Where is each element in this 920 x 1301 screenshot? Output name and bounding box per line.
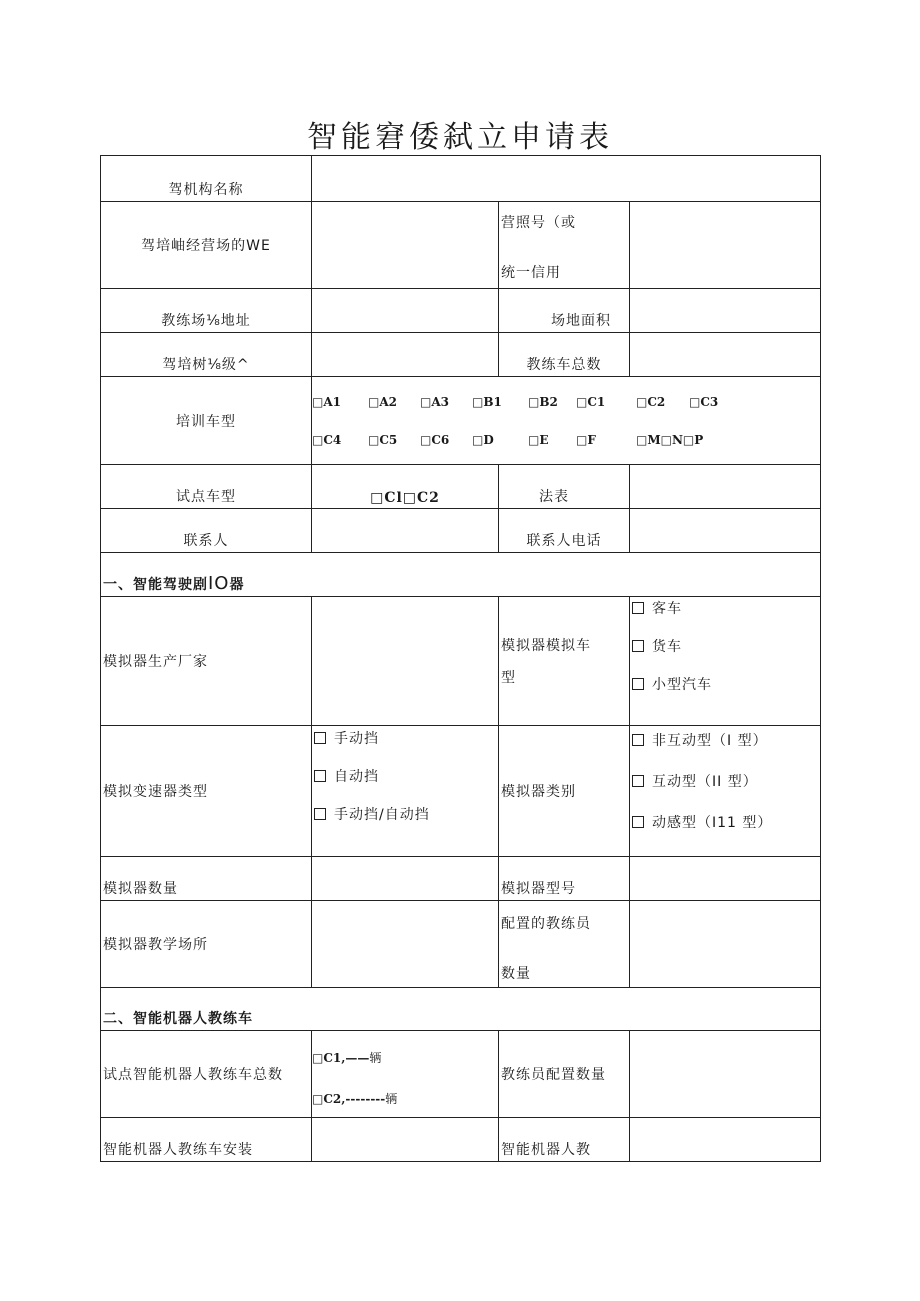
option-label: 非互动型（I 型） <box>652 733 768 749</box>
checkbox-option[interactable] <box>314 804 498 824</box>
checkbox-icon[interactable] <box>314 732 326 744</box>
legal-rep-field[interactable] <box>630 465 821 509</box>
pilot-c1-blank[interactable]: —— <box>345 1051 370 1065</box>
row-pilot-total <box>101 1031 821 1118</box>
manufacturer-label: 模拟器生产厂家 <box>101 597 312 726</box>
row-training-types <box>101 377 821 465</box>
checkbox-icon[interactable] <box>632 734 644 746</box>
install-field[interactable] <box>312 1118 499 1162</box>
training-types-label: 培训车型 <box>101 377 312 465</box>
row-school-level <box>101 333 821 377</box>
row-school-address <box>101 202 821 289</box>
option-label: 手动挡 <box>334 731 379 747</box>
robot-field[interactable] <box>630 1118 821 1162</box>
row-contact <box>101 509 821 553</box>
application-form-table <box>100 155 821 1162</box>
pilot-c1-entry[interactable] <box>312 1049 498 1066</box>
license-label <box>499 202 630 289</box>
option-label: 货车 <box>652 639 682 655</box>
section2-heading-row <box>101 988 821 1031</box>
pilot-types-value[interactable]: □Cl□C2 <box>312 465 499 509</box>
row-manufacturer <box>101 597 821 726</box>
transmission-label: 模拟变速器类型 <box>101 726 312 857</box>
contact-phone-field[interactable] <box>630 509 821 553</box>
checkbox-option[interactable] <box>632 636 820 656</box>
row-org-name <box>101 156 821 202</box>
vehicle-option[interactable]: □A1 <box>312 394 341 409</box>
pilot-c2-blank[interactable]: -------- <box>345 1092 386 1106</box>
sim-vehicle-label-line2: 型 <box>501 670 516 686</box>
sim-site-field[interactable] <box>312 901 499 988</box>
pilot-c1-label: □C1, <box>312 1051 346 1065</box>
vehicle-option[interactable]: □M□N□P <box>636 432 704 447</box>
page-title: 智能窘倭弑立申请表 <box>307 120 613 155</box>
instructors-field[interactable] <box>630 901 821 988</box>
checkbox-option[interactable] <box>632 730 820 750</box>
contact-field[interactable] <box>312 509 499 553</box>
vehicle-types-grid <box>312 395 820 447</box>
section1-heading-big: IO <box>208 573 230 594</box>
option-label: 客车 <box>652 601 682 617</box>
option-label: 互动型（II 型） <box>652 774 758 790</box>
row-transmission <box>101 726 821 857</box>
row-pilot-types <box>101 465 821 509</box>
section2-heading: 二、智能机器人教练车 <box>101 988 821 1031</box>
vehicle-option[interactable]: □C2 <box>636 394 666 409</box>
vehicle-option[interactable]: □B1 <box>472 394 502 409</box>
contact-label: 联系人 <box>101 509 312 553</box>
checkbox-icon[interactable] <box>632 775 644 787</box>
vehicle-option[interactable]: □C3 <box>689 394 719 409</box>
license-label-line2: 统一信用 <box>501 265 561 281</box>
sim-site-label: 模拟器教学场所 <box>101 901 312 988</box>
sim-model-label: 模拟器型号 <box>499 857 630 901</box>
checkbox-option[interactable] <box>632 812 820 832</box>
training-address-label: 教练场⅛地址 <box>101 289 312 333</box>
transmission-options <box>312 726 499 857</box>
school-address-label: 驾培岫经营场的WE <box>101 202 312 289</box>
sim-vehicle-label <box>499 597 630 726</box>
school-level-field[interactable] <box>312 333 499 377</box>
vehicle-option[interactable]: □C5 <box>368 432 398 447</box>
checkbox-icon[interactable] <box>314 770 326 782</box>
vehicle-option[interactable]: □D <box>472 432 494 447</box>
instructor-count-label: 教练员配置数量 <box>499 1031 630 1118</box>
contact-phone-label: 联系人电话 <box>499 509 630 553</box>
pilot-c2-unit: 辆 <box>385 1092 399 1106</box>
org-name-label: 驾机构名称 <box>101 156 312 202</box>
vehicle-option[interactable]: □F <box>576 432 596 447</box>
pilot-counts <box>312 1031 499 1118</box>
pilot-c2-label: □C2, <box>312 1092 346 1106</box>
row-sim-count <box>101 857 821 901</box>
site-area-field[interactable] <box>630 289 821 333</box>
vehicle-option[interactable]: □C1 <box>576 394 606 409</box>
row-training-address <box>101 289 821 333</box>
legal-rep-label: 法表 <box>499 465 630 509</box>
sim-count-label: 模拟器数量 <box>101 857 312 901</box>
school-level-label: 驾培树⅛级^ <box>101 333 312 377</box>
checkbox-icon[interactable] <box>314 808 326 820</box>
section1-heading-tail: 器 <box>229 577 245 593</box>
checkbox-icon[interactable] <box>632 678 644 690</box>
instructors-label-line1: 配置的教练员 <box>501 916 591 932</box>
checkbox-icon[interactable] <box>632 602 644 614</box>
school-address-field[interactable] <box>312 202 499 289</box>
row-sim-site <box>101 901 821 988</box>
section1-heading-row <box>101 553 821 597</box>
vehicle-option[interactable]: □C6 <box>420 432 450 447</box>
vehicle-option[interactable]: □A3 <box>420 394 449 409</box>
robot-label: 智能机器人教 <box>499 1118 630 1162</box>
pilot-c2-entry[interactable] <box>312 1090 498 1107</box>
vehicle-types-cell <box>312 377 821 465</box>
instructor-count-field[interactable] <box>630 1031 821 1118</box>
section1-heading-text: 一、智能驾驶剧 <box>103 577 208 593</box>
sim-category-options <box>630 726 821 857</box>
pilot-c1-unit: 辆 <box>369 1051 383 1065</box>
site-area-label: 场地面积 <box>499 289 630 333</box>
instructors-label <box>499 901 630 988</box>
checkbox-icon[interactable] <box>632 816 644 828</box>
coach-total-label: 教练车总数 <box>499 333 630 377</box>
checkbox-icon[interactable] <box>632 640 644 652</box>
instructors-label-line2: 数量 <box>501 966 531 982</box>
vehicle-option[interactable]: □E <box>528 432 549 447</box>
section1-heading <box>101 553 821 597</box>
checkbox-option[interactable] <box>314 766 498 786</box>
sim-vehicle-label-line1: 模拟器模拟车 <box>501 638 591 654</box>
option-label: 自动挡 <box>334 769 379 785</box>
vehicle-option[interactable]: □C4 <box>312 432 342 447</box>
vehicle-option[interactable]: □B2 <box>528 394 558 409</box>
training-address-field[interactable] <box>312 289 499 333</box>
sim-count-field[interactable] <box>312 857 499 901</box>
option-label: 动感型（I11 型） <box>652 815 773 831</box>
checkbox-option[interactable] <box>632 598 820 618</box>
license-label-line1: 营照号（或 <box>501 215 576 231</box>
install-label: 智能机器人教练车安装 <box>101 1118 312 1162</box>
row-install <box>101 1118 821 1162</box>
option-label: 手动挡/自动挡 <box>334 807 430 823</box>
sim-category-label: 模拟器类别 <box>499 726 630 857</box>
org-name-field[interactable] <box>312 156 821 202</box>
license-field[interactable] <box>630 202 821 289</box>
manufacturer-field[interactable] <box>312 597 499 726</box>
pilot-types-label: 试点车型 <box>101 465 312 509</box>
checkbox-option[interactable] <box>632 771 820 791</box>
sim-model-field[interactable] <box>630 857 821 901</box>
option-label: 小型汽车 <box>652 677 712 693</box>
coach-total-field[interactable] <box>630 333 821 377</box>
checkbox-option[interactable] <box>632 674 820 694</box>
pilot-total-label: 试点智能机器人教练车总数 <box>101 1031 312 1118</box>
vehicle-option[interactable]: □A2 <box>368 394 397 409</box>
checkbox-option[interactable] <box>314 728 498 748</box>
sim-vehicle-options <box>630 597 821 726</box>
